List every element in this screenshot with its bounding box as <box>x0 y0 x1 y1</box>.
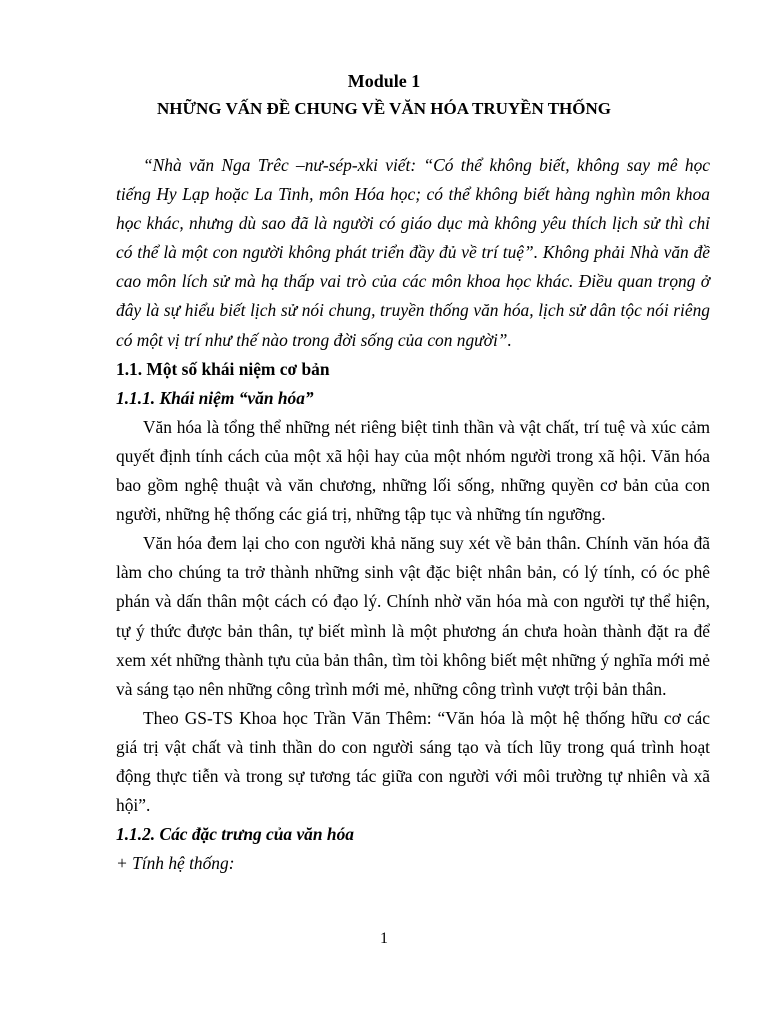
document-title: NHỮNG VẤN ĐỀ CHUNG VỀ VĂN HÓA TRUYỀN THỐNG <box>156 99 612 118</box>
opening-quote-paragraph: “Nhà văn Nga Trêc –nư-sép-xki viết: “Có thể không biết, không say mê học tiếng Hy Lạp hoặc La Tinh, môn Hóa học; có thể không biết hàng nghìn môn khoa học khác, nhưng dù sao đã là người có giáo dục mà không yêu thích lịch sử thì chỉ có thể là một con người không phát triển đầy đủ về trí tuệ”. Không phải Nhà văn đề cao môn lích sử mà hạ thấp vai trò của các môn khoa học khác. Điều quan trọng ở đây là sự hiểu biết lịch sử nói chung, truyền thống văn hóa, lịch sử dân tộc nói riêng có một vị trí như thế nào trong đời sống của con người”. <box>116 155 710 350</box>
document-body <box>116 151 710 878</box>
section-heading-1-1-1: 1.1.1. Khái niệm “văn hóa” <box>116 387 314 408</box>
body-paragraph-3: Theo GS-TS Khoa học Trần Văn Thêm: “Văn hóa là một hệ thống hữu cơ các giá trị vật chất và tinh thần do con người sáng tạo và tích lũy trong quá trình hoạt động thực tiễn và trong sự tương tác giữa con người với môi trường tự nhiên và xã hội”. <box>116 707 710 816</box>
bullet-item: + Tính hệ thống: <box>116 853 235 874</box>
section-heading-1-1: 1.1. Một số khái niệm cơ bản <box>116 358 330 379</box>
module-label: Module 1 <box>347 71 421 91</box>
body-paragraph-1: Văn hóa là tổng thể những nét riêng biệt tinh thần và vật chất, trí tuệ và xúc cảm quyết định tính cách của một xã hội hay của một nhóm người trong xã hội. Văn hóa bao gồm nghệ thuật và văn chương, những lối sống, những quyền cơ bản của con người, những hệ thống các giá trị, những tập tục và những tín ngưỡng. <box>116 416 710 525</box>
body-paragraph-2: Văn hóa đem lại cho con người khả năng suy xét về bản thân. Chính văn hóa đã làm cho chúng ta trở thành những sinh vật đặc biệt nhân bản, có lý tính, có óc phê phán và dấn thân một cách có đạo lý. Chính nhờ văn hóa mà con người tự thể hiện, tự ý thức được bản thân, tự biết mình là một phương án chưa hoàn thành đặt ra để xem xét những thành tựu của bản thân, tìm tòi không biết mệt những ý nghĩa mới mẻ và sáng tạo nên những công trình mới mẻ, những công trình vượt trội bản thân. <box>116 533 710 699</box>
section-heading-1-1-2: 1.1.2. Các đặc trưng của văn hóa <box>116 824 354 845</box>
page-number: 1 <box>380 930 388 947</box>
